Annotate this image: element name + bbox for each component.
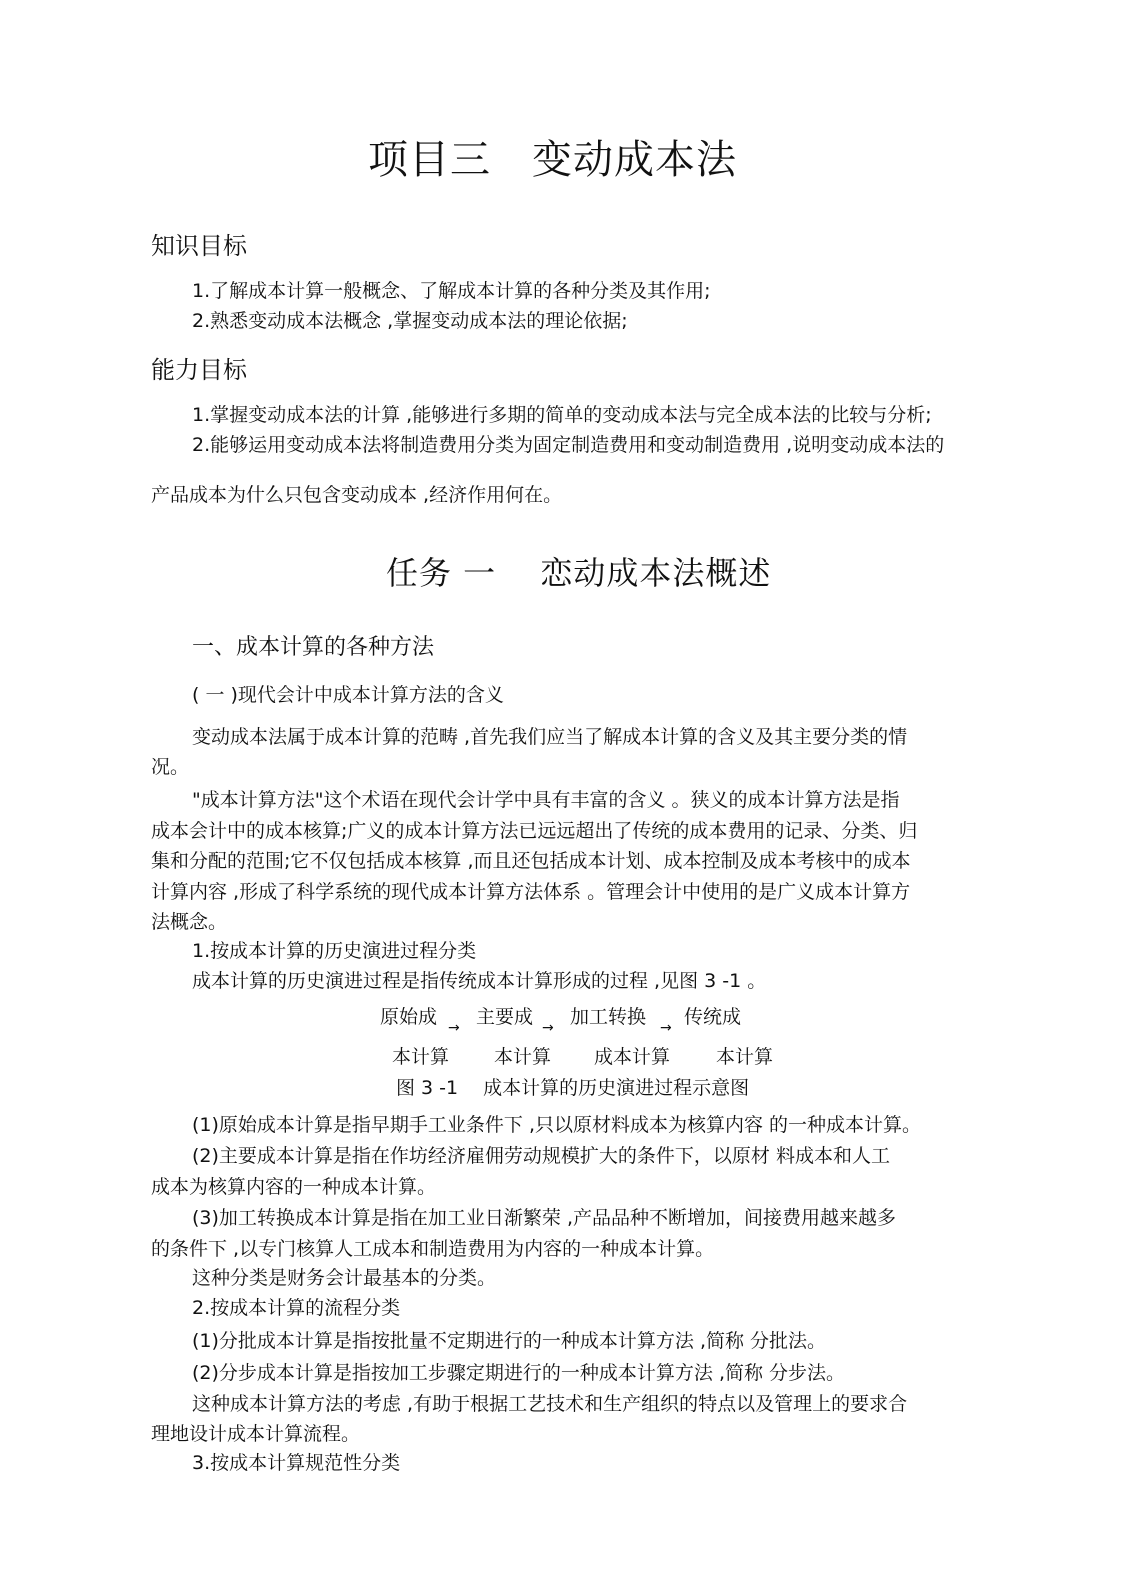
figure-bottom-1: 本计算 xyxy=(392,1046,450,1068)
para-line-4: 成本会计中的成本核算;广义的成本计算方法已远远超出了传统的成本费用的记录、分类、归 xyxy=(151,820,918,842)
section-heading: 一、成本计算的各种方法 xyxy=(192,635,435,660)
para-line-5: 集和分配的范围;它不仅包括成本核算 ,而且还包括成本计划、成本控制及成本考核中的成本 xyxy=(151,850,911,872)
body-line-10: 这种成本计算方法的考虑 ,有助于根据工艺技术和生产组织的特点以及管理上的要求合 xyxy=(192,1393,908,1415)
body-line-4: (3)加工转换成本计算是指在加工业日渐繁荣 ,产品品种不断增加，间接费用越来越多 xyxy=(192,1207,896,1229)
figure-bottom-2: 本计算 xyxy=(494,1046,552,1068)
knowledge-heading: 知识目标 xyxy=(151,232,247,260)
figure-top-2: 主要成 xyxy=(476,1006,534,1028)
figure-arrow-1: → xyxy=(448,1020,460,1036)
task-title: 任务 一 恋动成本法概述 xyxy=(386,554,772,592)
figure-top-3: 加工转换 xyxy=(570,1006,647,1028)
figure-caption: 图 3 -1 成本计算的历史演进过程示意图 xyxy=(396,1077,750,1099)
body-line-1: (1)原始成本计算是指早期手工业条件下 ,只以原材料成本为核算内容 的一种成本计算。 xyxy=(192,1114,922,1136)
body-line-8: (1)分批成本计算是指按批量不定期进行的一种成本计算方法 ,简称 分批法。 xyxy=(192,1330,827,1352)
figure-bottom-4: 本计算 xyxy=(716,1046,774,1068)
para-line-3: "成本计算方法"这个术语在现代会计学中具有丰富的含义 。狭义的成本计算方法是指 xyxy=(192,789,900,811)
para-line-6: 计算内容 ,形成了科学系统的现代成本计算方法体系 。管理会计中使用的是广义成本计算方 xyxy=(151,881,911,903)
figure-top-4: 传统成 xyxy=(684,1006,742,1028)
figure-bottom-3: 成本计算 xyxy=(594,1046,671,1068)
page-title: 项目三 变动成本法 xyxy=(368,137,737,183)
para-line-2: 况。 xyxy=(151,756,190,778)
figure-arrow-3: → xyxy=(660,1020,672,1036)
figure-arrow-2: → xyxy=(542,1020,554,1036)
para-line-7: 法概念。 xyxy=(151,911,228,933)
body-line-5: 的条件下 ,以专门核算人工成本和制造费用为内容的一种成本计算。 xyxy=(151,1238,715,1260)
para-line-1: 变动成本法属于成本计算的范畴 ,首先我们应当了解成本计算的含义及其主要分类的情 xyxy=(192,726,908,748)
body-line-9: (2)分步成本计算是指按加工步骤定期进行的一种成本计算方法 ,简称 分步法。 xyxy=(192,1362,846,1384)
body-line-6: 这种分类是财务会计最基本的分类。 xyxy=(192,1267,497,1289)
body-line-7: 2.按成本计算的流程分类 xyxy=(192,1297,401,1319)
body-line-2: (2)主要成本计算是指在作坊经济雇佣劳动规模扩大的条件下，以原材 料成本和人工 xyxy=(192,1145,890,1167)
knowledge-item-1: 1.了解成本计算一般概念、了解成本计算的各种分类及其作用; xyxy=(192,280,711,302)
knowledge-item-2: 2.熟悉变动成本法概念 ,掌握变动成本法的理论依据; xyxy=(192,310,628,332)
body-line-12: 3.按成本计算规范性分类 xyxy=(192,1452,401,1474)
para-line-8: 1.按成本计算的历史演进过程分类 xyxy=(192,940,477,962)
subsection-heading: ( 一 )现代会计中成本计算方法的含义 xyxy=(192,684,504,706)
body-line-3: 成本为核算内容的一种成本计算。 xyxy=(151,1176,437,1198)
para-line-9: 成本计算的历史演进过程是指传统成本计算形成的过程 ,见图 3 -1 。 xyxy=(192,970,767,992)
ability-item-2: 2.能够运用变动成本法将制造费用分类为固定制造费用和变动制造费用 ,说明变动成本法的 xyxy=(192,434,945,456)
figure-top-1: 原始成 xyxy=(380,1006,438,1028)
ability-item-2-cont: 产品成本为什么只包含变动成本 ,经济作用何在。 xyxy=(151,484,563,506)
body-line-11: 理地设计成本计算流程。 xyxy=(151,1423,361,1445)
ability-item-1: 1.掌握变动成本法的计算 ,能够进行多期的简单的变动成本法与完全成本法的比较与分析; xyxy=(192,404,932,426)
ability-heading: 能力目标 xyxy=(151,356,247,384)
